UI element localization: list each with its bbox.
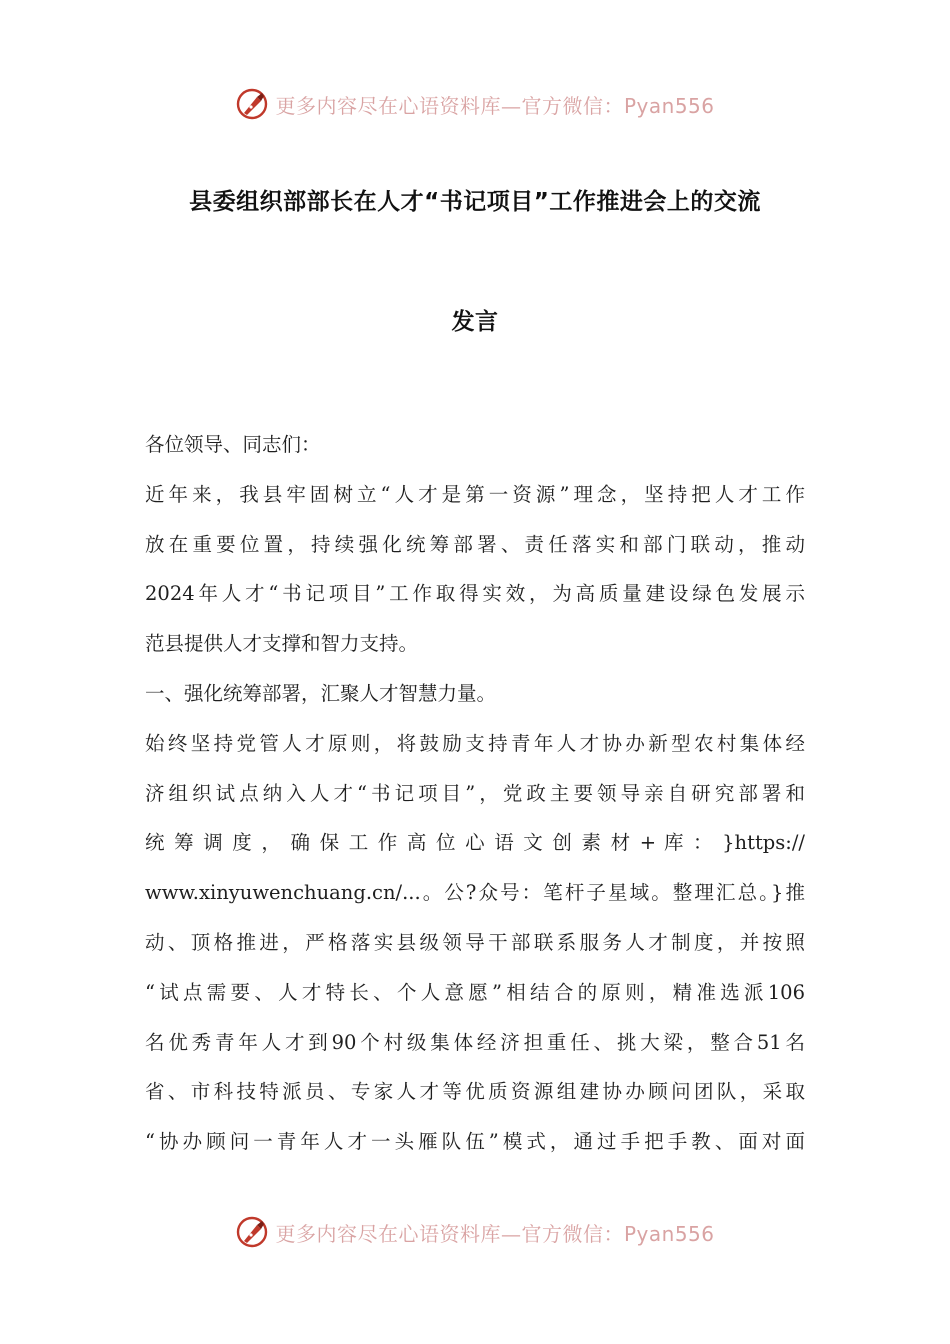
pen-nib-logo-icon [235,87,269,121]
salutation: 各位领导、同志们： [145,433,321,456]
paragraph-line: 始终坚持党管人才原则，将鼓励支持青年人才协办新型农村集体经 [145,731,805,755]
paragraph-line: “试点需要、人才特长、个人意愿”相结合的原则，精准选派106 [145,980,805,1004]
pen-nib-logo-icon [235,1215,269,1249]
paragraph-line: 近年来，我县牢固树立“人才是第一资源”理念，坚持把人才工作 [145,482,805,506]
paragraph-line: 济组织试点纳入人才“书记项目”，党政主要领导亲自研究部署和 [145,781,805,805]
paragraph-line: 范县提供人才支撑和智力支持。 [145,632,419,656]
watermark-id: Pyan556 [623,1221,715,1246]
paragraph-line: 统 筹 调 度 ， 确 保 工 作 高 位 心 语 文 创 素 材 + 库 ： }https:// [145,831,805,855]
watermark-bottom [0,1212,950,1252]
watermark-text-cn: 更多内容尽在心语资料库—官方微信： [275,93,624,118]
paragraph-line: 名优秀青年人才到90个村级集体经济担重任、挑大梁，整合51名 [145,1030,805,1054]
paragraph-line: 2024年人才“书记项目”工作取得实效，为高质量建设绿色发展示 [145,582,805,606]
document-body [145,420,805,1167]
watermark-text [275,90,714,119]
paragraph-line: “协办顾问一青年人才一头雁队伍”模式，通过手把手教、面对面 [145,1130,805,1154]
watermark-top [0,84,950,124]
paragraph-line: www.xinyuwenchuang.cn/...。公?众号：笔杆子星域。整理汇总。}推 [145,881,805,905]
watermark-text [275,1218,714,1247]
watermark-id: Pyan556 [623,93,715,118]
paragraph-line: 放在重要位置，持续强化统筹部署、责任落实和部门联动，推动 [145,532,805,556]
watermark-text-cn: 更多内容尽在心语资料库—官方微信： [275,1221,624,1246]
section-heading: 一、强化统筹部署，汇聚人才智慧力量。 [145,681,497,705]
document-title-line1: 县委组织部部长在人才“书记项目”工作推进会上的交流 [189,189,761,215]
paragraph-line: 动、顶格推进，严格落实县级领导干部联系服务人才制度，并按照 [145,930,805,954]
document-title-line2: 发言 [451,309,499,335]
paragraph-line: 省、市科技特派员、专家人才等优质资源组建协办顾问团队，采取 [145,1080,805,1104]
